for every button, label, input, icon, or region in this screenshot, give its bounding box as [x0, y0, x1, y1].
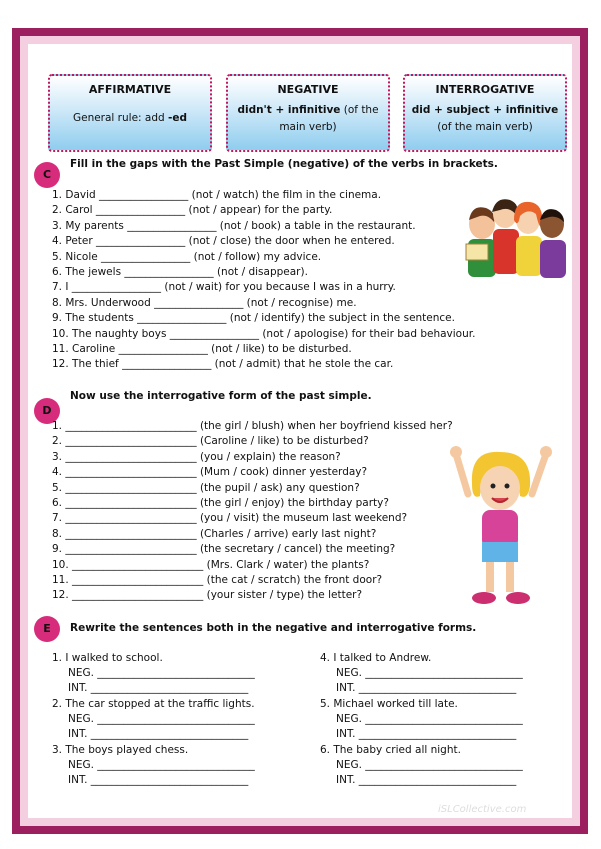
negative-title: NEGATIVE [277, 83, 339, 96]
negative-answer-line[interactable]: NEG. ______________________________ [336, 667, 523, 679]
section-e-badge: E [34, 616, 60, 642]
section-d-instruction: Now use the interrogative form of the past simple. [70, 390, 372, 402]
interrogative-answer-line[interactable]: INT. ______________________________ [336, 774, 517, 786]
exercise-c-item: 5. Nicole _________________ (not / follow) my advice. [52, 250, 322, 263]
exercise-d-item: 4. _________________________ (Mum / cook) dinner yesterday? [52, 466, 368, 479]
exercise-c-item: 2. Carol _________________ (not / appear) for the party. [52, 204, 333, 217]
interrogative-rule [405, 102, 565, 136]
exercise-d-item: 2. _________________________ (Caroline / like) to be disturbed? [52, 435, 369, 448]
exercise-d-item: 3. _________________________ (you / explain) the reason? [52, 450, 341, 463]
exercise-c-item: 6. The jewels _________________ (not / disappear). [52, 266, 308, 278]
exercise-d-item: 6. _________________________ (the girl / enjoy) the birthday party? [52, 497, 389, 509]
interrogative-box [403, 74, 567, 152]
affirmative-rule-text: General rule: add [72, 112, 169, 124]
exercise-c-item: 9. The students _________________ (not / identify) the subject in the sentence. [52, 312, 455, 325]
affirmative-box [48, 74, 212, 152]
exercise-d-item: 8. _________________________ (Charles / arrive) early last night? [52, 527, 377, 540]
rewrite-sentence: 4. I talked to Andrew. [320, 652, 432, 664]
interrogative-answer-line[interactable]: INT. ______________________________ [68, 774, 249, 786]
affirmative-rule-bold: -ed [168, 112, 188, 124]
interrogative-answer-line[interactable]: INT. ______________________________ [336, 682, 517, 694]
rewrite-sentence: 2. The car stopped at the traffic lights. [52, 698, 255, 710]
watermark: iSLCollective.com [438, 804, 527, 815]
exercise-c-item: 8. Mrs. Underwood _________________ (not / recognise) me. [52, 296, 357, 309]
interrogative-rule-bold: did + subject + infinitive [411, 104, 559, 116]
exercise-d-item: 9. _________________________ (the secretary / cancel) the meeting? [52, 543, 396, 556]
negative-rule-line2: main verb) [279, 121, 337, 133]
cheering-girl-illustration [448, 444, 558, 614]
worksheet [28, 44, 572, 818]
exercise-c-item: 4. Peter _________________ (not / close) the door when he entered. [52, 235, 395, 248]
exercise-c-item: 12. The thief _________________ (not / admit) that he stole the car. [52, 358, 394, 371]
rewrite-sentence: 3. The boys played chess. [52, 744, 189, 756]
interrogative-answer-line[interactable]: INT. ______________________________ [68, 728, 249, 740]
affirmative-rule [50, 110, 210, 127]
negative-answer-line[interactable]: NEG. ______________________________ [336, 759, 523, 771]
rewrite-sentence: 5. Michael worked till late. [320, 698, 458, 710]
exercise-c-item: 11. Caroline _________________ (not / like) to be disturbed. [52, 343, 352, 355]
exercise-d-item: 11. _________________________ (the cat / scratch) the front door? [52, 574, 383, 586]
rewrite-sentence: 1. I walked to school. [52, 652, 163, 664]
children-reading-illustration [460, 184, 570, 284]
rewrite-sentence: 6. The baby cried all night. [320, 744, 461, 756]
negative-rule-text: (of the [340, 104, 379, 116]
negative-answer-line[interactable]: NEG. ______________________________ [336, 713, 523, 725]
exercise-d-item: 12. _________________________ (your sister / type) the letter? [52, 589, 363, 602]
exercise-c-item: 1. David _________________ (not / watch) the film in the cinema. [52, 189, 382, 201]
negative-answer-line[interactable]: NEG. ______________________________ [68, 667, 255, 679]
negative-rule [228, 102, 388, 136]
negative-answer-line[interactable]: NEG. ______________________________ [68, 713, 255, 725]
exercise-d-item: 7. _________________________ (you / visit) the museum last weekend? [52, 512, 408, 525]
negative-rule-bold: didn't + infinitive [237, 104, 341, 116]
section-c-badge: C [34, 162, 60, 188]
exercise-c-item: 3. My parents _________________ (not / book) a table in the restaurant. [52, 219, 416, 232]
affirmative-title: AFFIRMATIVE [88, 83, 172, 96]
section-e-instruction: Rewrite the sentences both in the negative and interrogative forms. [70, 622, 477, 634]
section-c-instruction: Fill in the gaps with the Past Simple (negative) of the verbs in brackets. [70, 158, 498, 170]
exercise-c-item: 10. The naughty boys _________________ (not / apologise) for their bad behaviour. [52, 327, 476, 340]
negative-box [226, 74, 390, 152]
interrogative-answer-line[interactable]: INT. ______________________________ [68, 682, 249, 694]
interrogative-title: INTERROGATIVE [435, 83, 535, 96]
negative-answer-line[interactable]: NEG. ______________________________ [68, 759, 255, 771]
exercise-d-item: 10. _________________________ (Mrs. Clark / water) the plants? [52, 558, 370, 571]
section-d-badge: D [34, 398, 60, 424]
interrogative-answer-line[interactable]: INT. ______________________________ [336, 728, 517, 740]
interrogative-rule-line2: (of the main verb) [437, 121, 533, 133]
exercise-d-item: 5. _________________________ (the pupil / ask) any question? [52, 481, 360, 494]
exercise-d-item: 1. _________________________ (the girl / blush) when her boyfriend kissed her? [52, 420, 453, 432]
exercise-c-item: 7. I _________________ (not / wait) for you because I was in a hurry. [52, 281, 396, 294]
